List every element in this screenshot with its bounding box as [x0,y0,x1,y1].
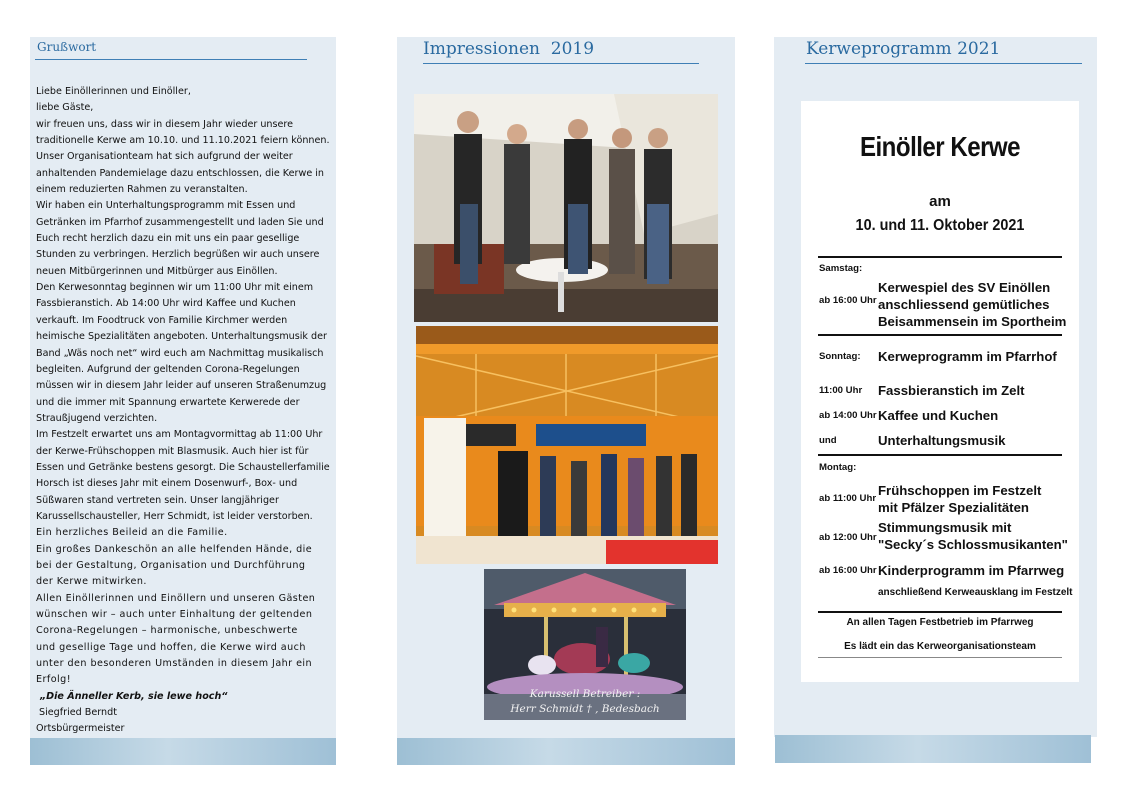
photo-group-singing [414,94,718,322]
carousel-caption-line-1: Karussell Betreiber : [529,688,641,700]
letter-line: Getränken im Pfarrhof zusammengestellt und laden Sie und [36,216,324,228]
sunday-headline: Kerweprogramm im Pfarrhof [878,349,1057,364]
monday-event-1a: Frühschoppen im Festzelt [878,483,1042,498]
letter-line: traditionelle Kerwe am 10.10. und 11.10.2021 feiern können. [36,135,330,147]
monday-event-4: anschließend Kerweausklang im Festzelt [878,587,1073,598]
saturday-label: Samstag: [819,263,863,274]
letter-line: wir freuen uns, dass wir in diesem Jahr wieder unsere [36,118,294,130]
letter-line: Karussellschausteller, Herr Schmidt, ist leider verstorben. [36,510,313,522]
letter-line: Liebe Einöllerinnen und Einöller, [36,86,191,97]
program-date: 10. und 11. Oktober 2021 [855,217,1025,234]
photo-carousel [484,569,686,720]
impressions-heading: Impressionen 2019 [423,39,595,59]
letter-line: Ein großes Dankeschön an alle helfenden Hände, die [36,543,313,555]
letter-line: Band „Wäs noch net“ wird euch am Nachmittag musikalisch [36,347,324,359]
saturday-event-2: anschliessend gemütliches [878,297,1050,312]
program-footer-1: An allen Tagen Festbetrieb im Pfarrweg [846,617,1034,628]
signature-role: Ortsbürgermeister [36,723,125,735]
program-rule-1 [818,256,1062,258]
letter-line: müssen wir in diesem Jahr leider auf unseren Straßenumzug [36,380,327,392]
letter-line: Den Kerwesonntag beginnen wir um 11:00 Uhr mit einem [36,282,314,294]
program-rule-3 [818,454,1062,456]
letter-line: einem reduzierten Rahmen zu veranstalten. [36,184,248,196]
monday-event-2b: "Secky´s Schlossmusikanten" [878,537,1068,552]
letter-line: heimische Spezialitäten angeboten. Unterhaltungsmusik der [36,331,327,343]
letter-line: Fassbieranstich. Ab 14:00 Uhr wird Kaffee und Kuchen [36,298,296,310]
program-rule-5 [818,657,1062,658]
carousel-caption-line-2: Herr Schmidt † , Bedesbach [510,703,660,715]
monday-event-1b: mit Pfälzer Spezialitäten [878,500,1029,515]
letter-line: unter den besonderen Umständen in diesem Jahr ein [36,658,313,670]
letter-motto: „Die Änneller Kerb, sie lewe hoch“ [40,690,228,702]
letter-line: Stunden zu verbringen. Herzlich begrüßen wir auch unsere [36,249,320,261]
letter-line: begleiten. Aufgrund der geltenden Corona-Regelungen [36,363,300,375]
program-footer-2: Es lädt ein das Kerweorganisationsteam [844,641,1036,652]
signature-name: Siegfried Berndt [39,707,117,719]
sunday-time-3: und [819,435,837,446]
impressions-footer-bar [397,738,735,765]
monday-time-1: ab 11:00 Uhr [819,493,877,504]
monday-event-3: Kinderprogramm im Pfarrweg [878,563,1065,578]
letter-line: Euch recht herzlich dazu ein mit uns ein paar gesellige [36,233,300,245]
monday-time-3: ab 16:00 Uhr [819,565,877,576]
saturday-event-1: Kerwespiel des SV Einöllen [878,280,1051,295]
sunday-time-2: ab 14:00 Uhr [819,410,877,421]
greeting-heading: Grußwort [37,40,97,54]
letter-line: Horsch ist dieses Jahr mit einem Dosenwurf-, Box- und [36,478,298,490]
program-heading-rule [805,63,1082,64]
program-am: am [929,193,951,210]
monday-label: Montag: [819,462,857,473]
letter-line: und die immer mit Spannung erwartete Kerwerede der [36,396,300,408]
letter-line: Ein herzliches Beileid an die Familie. [36,527,228,539]
saturday-event-3: Beisammensein im Sportheim [878,314,1067,329]
greeting-letter [36,84,330,738]
letter-line: Straußjugend verzichten. [36,412,158,424]
greeting-heading-rule [35,59,307,60]
sunday-event-3: Unterhaltungsmusik [878,433,1006,448]
letter-line: Süßwaren stand vertreten sein. Unser langjähriger [36,494,279,506]
letter-line: bei der Gestaltung, Organisation und Durchführung [36,559,306,571]
program-rule-2 [818,334,1062,336]
monday-event-2a: Stimmungsmusik mit [878,520,1012,535]
program-sheet [801,101,1079,682]
monday-time-2: ab 12:00 Uhr [819,532,877,543]
letter-line: Im Festzelt erwartet uns am Montagvormittag ab 11:00 Uhr [36,429,323,441]
photo-brass-band-stage [416,326,718,564]
impressions-heading-rule [423,63,699,64]
letter-line: anhaltenden Pandemielage dazu entschlossen, die Kerwe in [36,167,325,179]
letter-line: liebe Gäste, [36,102,94,114]
sunday-time-1: 11:00 Uhr [819,385,863,396]
saturday-time: ab 16:00 Uhr [819,295,877,306]
program-rule-4 [818,611,1062,613]
sunday-event-2: Kaffee und Kuchen [878,408,999,423]
program-heading: Kerweprogramm 2021 [806,39,1001,59]
sunday-event-1: Fassbieranstich im Zelt [878,383,1025,398]
letter-line: der Kerwe mitwirken. [36,576,147,588]
letter-line: Essen und Getränke bestens gesorgt. Die Schaustellerfamilie [36,461,330,473]
letter-line: Allen Einöllerinnen und Einöllern und unseren Gästen [36,592,316,604]
program-footer-bar [775,735,1091,763]
letter-line: verkauft. Im Foodtruck von Familie Kirchmer werden [36,314,288,326]
letter-line: wünschen wir – auch unter Einhaltung der geltenden [36,609,313,620]
letter-line: und gesellige Tage und hoffen, die Kerwe wird auch [36,641,306,653]
greeting-footer-bar [30,738,336,765]
letter-line: Corona-Regelungen – harmonische, unbeschwerte [36,625,298,637]
program-title: Einöller Kerwe [859,131,1021,162]
letter-line: Wir haben ein Unterhaltungsprogramm mit Essen und [36,200,296,212]
letter-line: der Kerwe-Frühschoppen mit Blasmusik. Auch hier ist für [36,445,309,457]
letter-line: Unser Organisationteam hat sich aufgrund der weiter [36,151,293,163]
sunday-label: Sonntag: [819,351,861,362]
letter-line: Erfolg! [36,674,72,686]
letter-line: neuen Mitbürgerinnen und Mitbürger aus Einöllen. [36,265,278,277]
